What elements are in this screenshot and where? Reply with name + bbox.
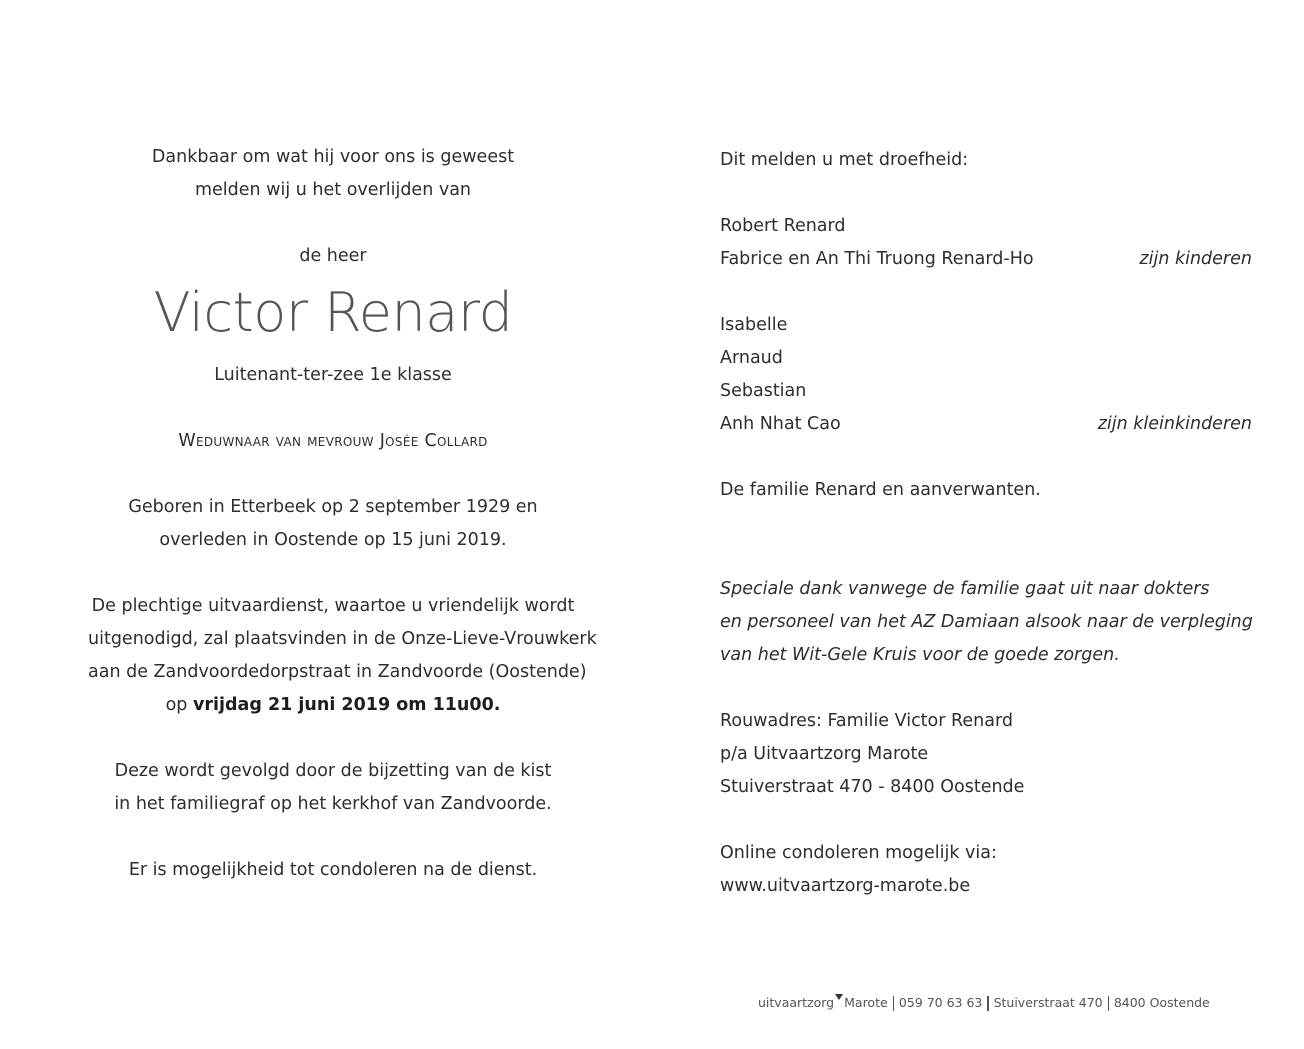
address-line-2: p/a Uitvaartzorg Marote bbox=[720, 744, 929, 764]
grandchildren-row bbox=[720, 408, 1252, 441]
condolence-note: Er is mogelijkheid tot condoleren na de dienst. bbox=[128, 860, 538, 880]
thanks-line-2: en personeel van het AZ Damiaan alsook naar de verpleging bbox=[720, 612, 1253, 632]
left-column bbox=[88, 141, 597, 887]
family-line: De familie Renard en aanverwanten. bbox=[720, 480, 1041, 500]
service-line-2: uitgenodigd, zal plaatsvinden in de Onze-Lieve-Vrouwkerk bbox=[88, 629, 597, 649]
footer-divider bbox=[987, 996, 988, 1011]
footer-street: Stuiverstraat 470 bbox=[993, 995, 1103, 1010]
grandchild-3: Sebastian bbox=[720, 381, 807, 401]
children-row bbox=[720, 243, 1252, 276]
burial-line-2: in het familiegraf op het kerkhof van Zandvoorde. bbox=[114, 794, 552, 814]
online-line-1: Online condoleren mogelijk via: bbox=[720, 843, 997, 863]
announce-line: Dit melden u met droefheid: bbox=[720, 150, 969, 170]
intro-line-1: Dankbaar om wat hij voor ons is geweest bbox=[151, 147, 515, 167]
footer-brand-a: uitvaartzorg bbox=[758, 995, 835, 1010]
widower-line: Weduwnaar van mevrouw Josée Collard bbox=[178, 431, 488, 451]
children-role: zijn kinderen bbox=[1139, 249, 1252, 269]
deceased-name: Victor Renard bbox=[153, 281, 513, 344]
address-line-1: Rouwadres: Familie Victor Renard bbox=[720, 711, 1013, 731]
rank: Luitenant-ter-zee 1e klasse bbox=[214, 365, 452, 385]
footer-phone: 059 70 63 63 bbox=[898, 995, 983, 1010]
service-date-prefix: op bbox=[165, 695, 193, 715]
service-line-3: aan de Zandvoordedorpstraat in Zandvoorde (Oostende) bbox=[88, 662, 587, 682]
birth-line-1: Geboren in Etterbeek op 2 september 1929 en bbox=[128, 497, 538, 517]
grandchild-2: Arnaud bbox=[720, 348, 783, 368]
footer-city: 8400 Oostende bbox=[1113, 995, 1210, 1010]
service-date: vrijdag 21 juni 2019 om 11u00. bbox=[192, 695, 501, 715]
service-date-line bbox=[88, 689, 578, 722]
service-line-1: De plechtige uitvaardienst, waartoe u vriendelijk wordt bbox=[91, 596, 575, 616]
thanks-line-3: van het Wit-Gele Kruis voor de goede zorgen. bbox=[720, 645, 1120, 665]
right-column bbox=[720, 144, 1252, 903]
footer-divider bbox=[1108, 996, 1109, 1011]
title-prefix: de heer bbox=[299, 246, 367, 266]
burial-line-1: Deze wordt gevolgd door de bijzetting van de kist bbox=[114, 761, 552, 781]
thanks-line-1: Speciale dank vanwege de familie gaat uit naar dokters bbox=[720, 579, 1210, 599]
footer-brand-b: Marote bbox=[844, 995, 888, 1010]
online-url: www.uitvaartzorg-marote.be bbox=[720, 876, 971, 896]
footer-divider bbox=[893, 996, 894, 1011]
birth-line-2: overleden in Oostende op 15 juni 2019. bbox=[159, 530, 507, 550]
footer bbox=[758, 994, 1210, 1011]
grandchild-4: Anh Nhat Cao bbox=[720, 414, 841, 434]
child-1: Robert Renard bbox=[720, 216, 846, 236]
intro-line-2: melden wij u het overlijden van bbox=[194, 180, 472, 200]
child-2: Fabrice en An Thi Truong Renard-Ho bbox=[720, 249, 1034, 269]
triangle-icon bbox=[835, 994, 843, 1000]
grandchild-1: Isabelle bbox=[720, 315, 788, 335]
address-line-3: Stuiverstraat 470 - 8400 Oostende bbox=[720, 777, 1025, 797]
grandchildren-role: zijn kleinkinderen bbox=[1097, 414, 1252, 434]
